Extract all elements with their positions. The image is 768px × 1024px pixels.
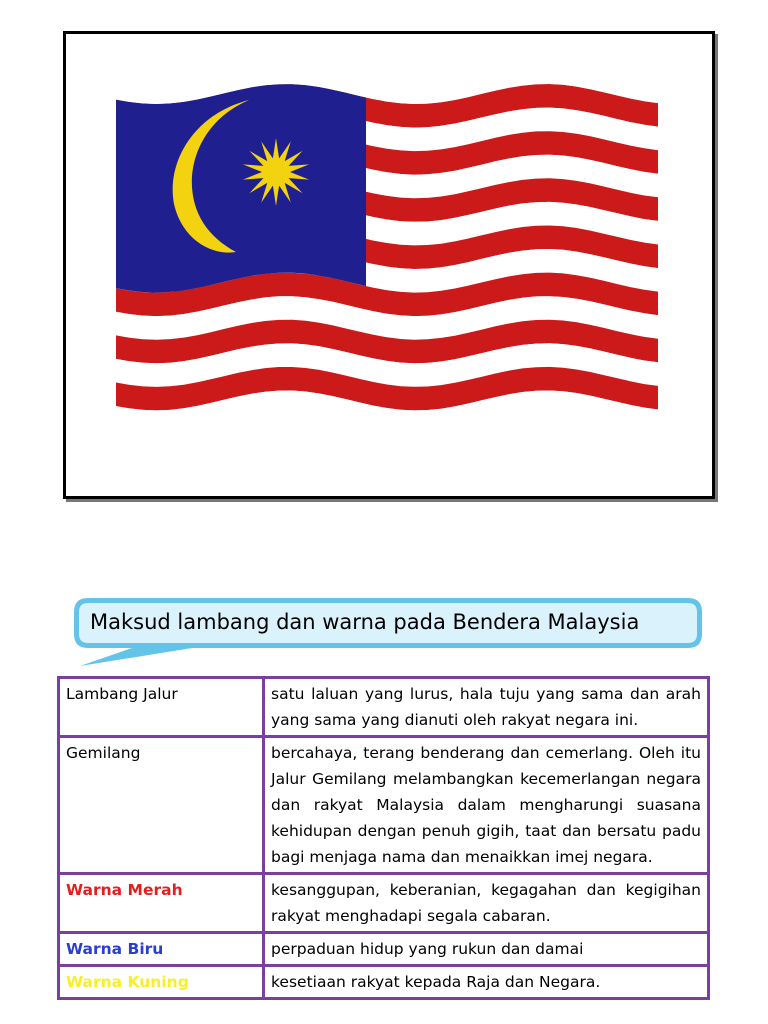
term-cell: Gemilang (59, 737, 264, 874)
meaning-table (57, 676, 710, 1000)
description-cell: kesetiaan rakyat kepada Raja dan Negara. (264, 966, 709, 999)
term-cell-yellow: Warna Kuning (59, 966, 264, 999)
page-title: Maksud lambang dan warna pada Bendera Malaysia (90, 610, 640, 634)
description-cell: satu laluan yang lurus, hala tuju yang sama dan arah yang sama yang dianuti oleh rakyat negara ini. (264, 678, 709, 737)
term-cell-blue: Warna Biru (59, 933, 264, 966)
table-row (59, 966, 709, 999)
description-cell: perpaduan hidup yang rukun dan damai (264, 933, 709, 966)
title-callout (72, 596, 704, 668)
description-cell: kesanggupan, keberanian, kegagahan dan kegigihan rakyat menghadapi segala cabaran. (264, 874, 709, 933)
table-row (59, 874, 709, 933)
malaysia-flag-icon (66, 34, 712, 496)
flag-frame (63, 31, 715, 499)
table-row (59, 933, 709, 966)
description-cell: bercahaya, terang benderang dan cemerlang. Oleh itu Jalur Gemilang melambangkan kecemerlangan negara dan rakyat Malaysia dalam mengharungi suasana kehidupan dengan penuh gigih, taat dan bersatu padu bagi menjaga nama dan menaikkan imej negara. (264, 737, 709, 874)
table-row (59, 678, 709, 737)
term-cell-red: Warna Merah (59, 874, 264, 933)
table-row (59, 737, 709, 874)
term-cell: Lambang Jalur (59, 678, 264, 737)
